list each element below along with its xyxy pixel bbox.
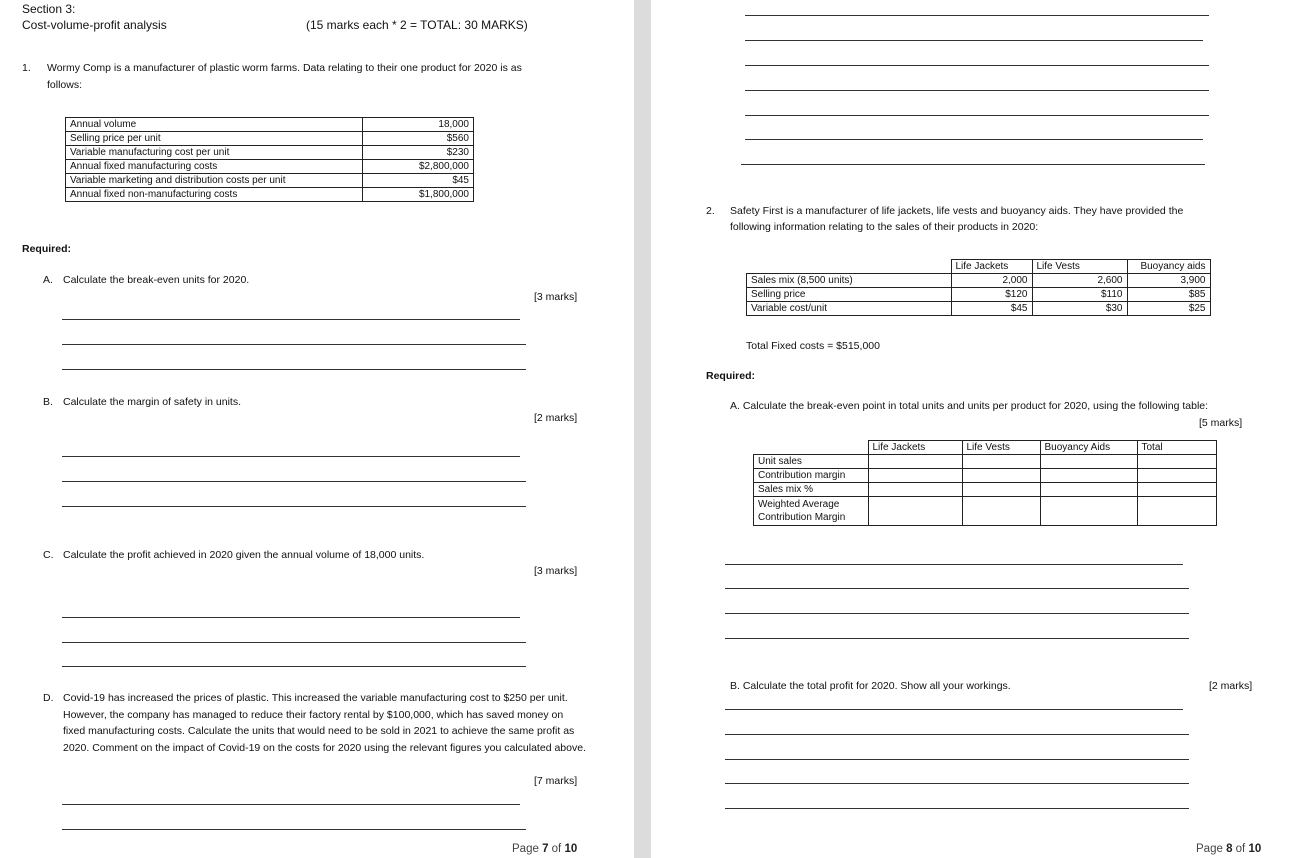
- table-row: [754, 455, 1217, 469]
- table-row: [747, 274, 1211, 288]
- answer-line[interactable]: [745, 115, 1209, 116]
- cell-value: $25: [1127, 302, 1210, 316]
- answer-cell[interactable]: [868, 483, 962, 497]
- row-label: Sales mix (8,500 units): [747, 274, 952, 288]
- table-row: [754, 483, 1217, 497]
- answer-line[interactable]: [745, 90, 1209, 91]
- answer-cell[interactable]: [962, 455, 1040, 469]
- part-c-letter: C.: [43, 549, 54, 561]
- wormy-comp-data-table: [65, 117, 474, 202]
- answer-cell[interactable]: [962, 483, 1040, 497]
- header-life-jackets: Life Jackets: [951, 260, 1032, 274]
- table-row: [66, 174, 474, 188]
- row-label: Unit sales: [754, 455, 869, 469]
- row-label: Annual volume: [66, 118, 363, 132]
- q2-number: 2.: [706, 205, 715, 217]
- answer-cell[interactable]: [1040, 469, 1137, 483]
- row-label: Annual fixed manufacturing costs: [66, 160, 363, 174]
- answer-line[interactable]: [725, 564, 1183, 565]
- row-value: $45: [363, 174, 474, 188]
- required-heading: Required:: [22, 243, 72, 255]
- answer-cell[interactable]: [962, 497, 1040, 526]
- part-b-text: B. Calculate the total profit for 2020. Show all your workings.: [730, 680, 1011, 692]
- answer-line[interactable]: [725, 783, 1189, 784]
- header-total: Total: [1137, 441, 1216, 455]
- cell-value: $30: [1032, 302, 1127, 316]
- row-value: 18,000: [363, 118, 474, 132]
- part-a-marks: [3 marks]: [534, 291, 578, 303]
- answer-cell[interactable]: [1137, 469, 1216, 483]
- table-row: [747, 288, 1211, 302]
- part-a-marks: [5 marks]: [1199, 417, 1243, 429]
- row-value: $230: [363, 146, 474, 160]
- section-label: Section 3:: [22, 2, 76, 16]
- answer-line[interactable]: [62, 319, 520, 320]
- part-a-text: A. Calculate the break-even point in total units and units per product for 2020, using the following table:: [730, 400, 1209, 412]
- page-number: Page 7 of 10: [512, 843, 578, 855]
- answer-line[interactable]: [62, 829, 526, 830]
- header-life-vests: Life Vests: [1032, 260, 1127, 274]
- answer-line[interactable]: [62, 456, 520, 457]
- answer-line[interactable]: [62, 642, 526, 643]
- answer-cell[interactable]: [1040, 455, 1137, 469]
- required-heading: Required:: [706, 370, 756, 382]
- answer-line[interactable]: [62, 617, 520, 618]
- break-even-answer-table: [753, 440, 1217, 526]
- section-title: Cost-volume-profit analysis: [22, 18, 167, 32]
- answer-line[interactable]: [725, 808, 1189, 809]
- answer-line[interactable]: [725, 613, 1189, 614]
- answer-line[interactable]: [62, 506, 526, 507]
- row-value: $1,800,000: [363, 188, 474, 202]
- cell-value: $45: [951, 302, 1032, 316]
- page-gap: [634, 0, 651, 858]
- row-label: Variable manufacturing cost per unit: [66, 146, 363, 160]
- part-b-marks: [2 marks]: [1209, 680, 1253, 692]
- cell-value: $85: [1127, 288, 1210, 302]
- answer-line[interactable]: [741, 164, 1205, 165]
- part-a-letter: A.: [43, 274, 53, 286]
- table-header-row: [754, 441, 1217, 455]
- answer-cell[interactable]: [1137, 483, 1216, 497]
- table-row: [754, 497, 1217, 526]
- answer-line[interactable]: [725, 709, 1183, 710]
- cell-value: 3,900: [1127, 274, 1210, 288]
- part-d-text: Covid-19 has increased the prices of plastic. This increased the variable manufacturing cost to $250 per unit. However, the company has managed to reduce their factory rental by $100,000, which has saved money on fixed manufacturing costs. Calculate the units that would need to be sold in 2021 to achieve the same profit as 2020. Comment on the impact of Covid-19 on the costs for 2020 using the relevant figures you calculated above.: [63, 692, 586, 754]
- table-row: [66, 118, 474, 132]
- part-c-text: Calculate the profit achieved in 2020 given the annual volume of 18,000 units.: [63, 549, 425, 561]
- part-b-marks: [2 marks]: [534, 412, 578, 424]
- row-value: $2,800,000: [363, 160, 474, 174]
- answer-cell[interactable]: [1137, 497, 1216, 526]
- header-life-vests: Life Vests: [962, 441, 1040, 455]
- table-row: [747, 302, 1211, 316]
- row-label: Selling price per unit: [66, 132, 363, 146]
- answer-line[interactable]: [745, 65, 1209, 66]
- answer-line[interactable]: [745, 40, 1203, 41]
- answer-line[interactable]: [725, 734, 1189, 735]
- answer-line[interactable]: [745, 15, 1209, 16]
- page-number: Page 8 of 10: [1196, 843, 1262, 855]
- safety-first-data-table: [746, 259, 1211, 316]
- table-row: [754, 469, 1217, 483]
- row-label: Sales mix %: [754, 483, 869, 497]
- header-buoyancy-aids: Buoyancy aids: [1127, 260, 1210, 274]
- part-c-marks: [3 marks]: [534, 565, 578, 577]
- total-fixed-costs: Total Fixed costs = $515,000: [746, 340, 880, 352]
- row-label: Annual fixed non-manufacturing costs: [66, 188, 363, 202]
- row-label: Selling price: [747, 288, 952, 302]
- answer-cell[interactable]: [1137, 455, 1216, 469]
- part-d-marks: [7 marks]: [534, 775, 578, 787]
- cell-value: 2,600: [1032, 274, 1127, 288]
- part-b-text: Calculate the margin of safety in units.: [63, 396, 242, 408]
- table-header-row: [747, 260, 1211, 274]
- answer-cell[interactable]: [1040, 497, 1137, 526]
- answer-line[interactable]: [745, 139, 1203, 140]
- answer-line[interactable]: [62, 666, 526, 667]
- cell-value: $120: [951, 288, 1032, 302]
- page-8: [651, 0, 1313, 858]
- row-label: Contribution margin: [754, 469, 869, 483]
- q2-intro-line2: following information relating to the sales of their products in 2020:: [730, 221, 1039, 233]
- header-buoyancy-aids: Buoyancy Aids: [1040, 441, 1137, 455]
- part-b-letter: B.: [43, 396, 53, 408]
- answer-cell[interactable]: [868, 469, 962, 483]
- table-row: [66, 160, 474, 174]
- table-row: [66, 188, 474, 202]
- cell-value: $110: [1032, 288, 1127, 302]
- header-life-jackets: Life Jackets: [868, 441, 962, 455]
- table-row: [66, 132, 474, 146]
- answer-line[interactable]: [62, 804, 520, 805]
- answer-line[interactable]: [725, 759, 1189, 760]
- answer-line[interactable]: [725, 638, 1189, 639]
- q1-intro-line2: follows:: [47, 79, 83, 91]
- part-d-letter: D.: [43, 692, 54, 704]
- table-row: [66, 146, 474, 160]
- row-value: $560: [363, 132, 474, 146]
- answer-line[interactable]: [62, 344, 526, 345]
- cell-value: 2,000: [951, 274, 1032, 288]
- answer-cell[interactable]: [868, 455, 962, 469]
- marks-header: (15 marks each * 2 = TOTAL: 30 MARKS): [306, 18, 528, 32]
- q1-number: 1.: [22, 62, 31, 74]
- row-label: Variable marketing and distribution costs per unit: [66, 174, 363, 188]
- row-label: Variable cost/unit: [747, 302, 952, 316]
- answer-cell[interactable]: [962, 469, 1040, 483]
- row-label: Weighted Average Contribution Margin: [754, 497, 869, 526]
- answer-line[interactable]: [725, 588, 1189, 589]
- answer-cell[interactable]: [868, 497, 962, 526]
- part-a-text: Calculate the break-even units for 2020.: [63, 274, 250, 286]
- answer-line[interactable]: [62, 369, 526, 370]
- page-7: [0, 0, 634, 858]
- q1-intro-line1: Wormy Comp is a manufacturer of plastic worm farms. Data relating to their one product for 2020 is as: [47, 62, 522, 74]
- q2-intro-line1: Safety First is a manufacturer of life jackets, life vests and buoyancy aids. They have provided the: [730, 205, 1184, 217]
- answer-cell[interactable]: [1040, 483, 1137, 497]
- answer-line[interactable]: [62, 481, 526, 482]
